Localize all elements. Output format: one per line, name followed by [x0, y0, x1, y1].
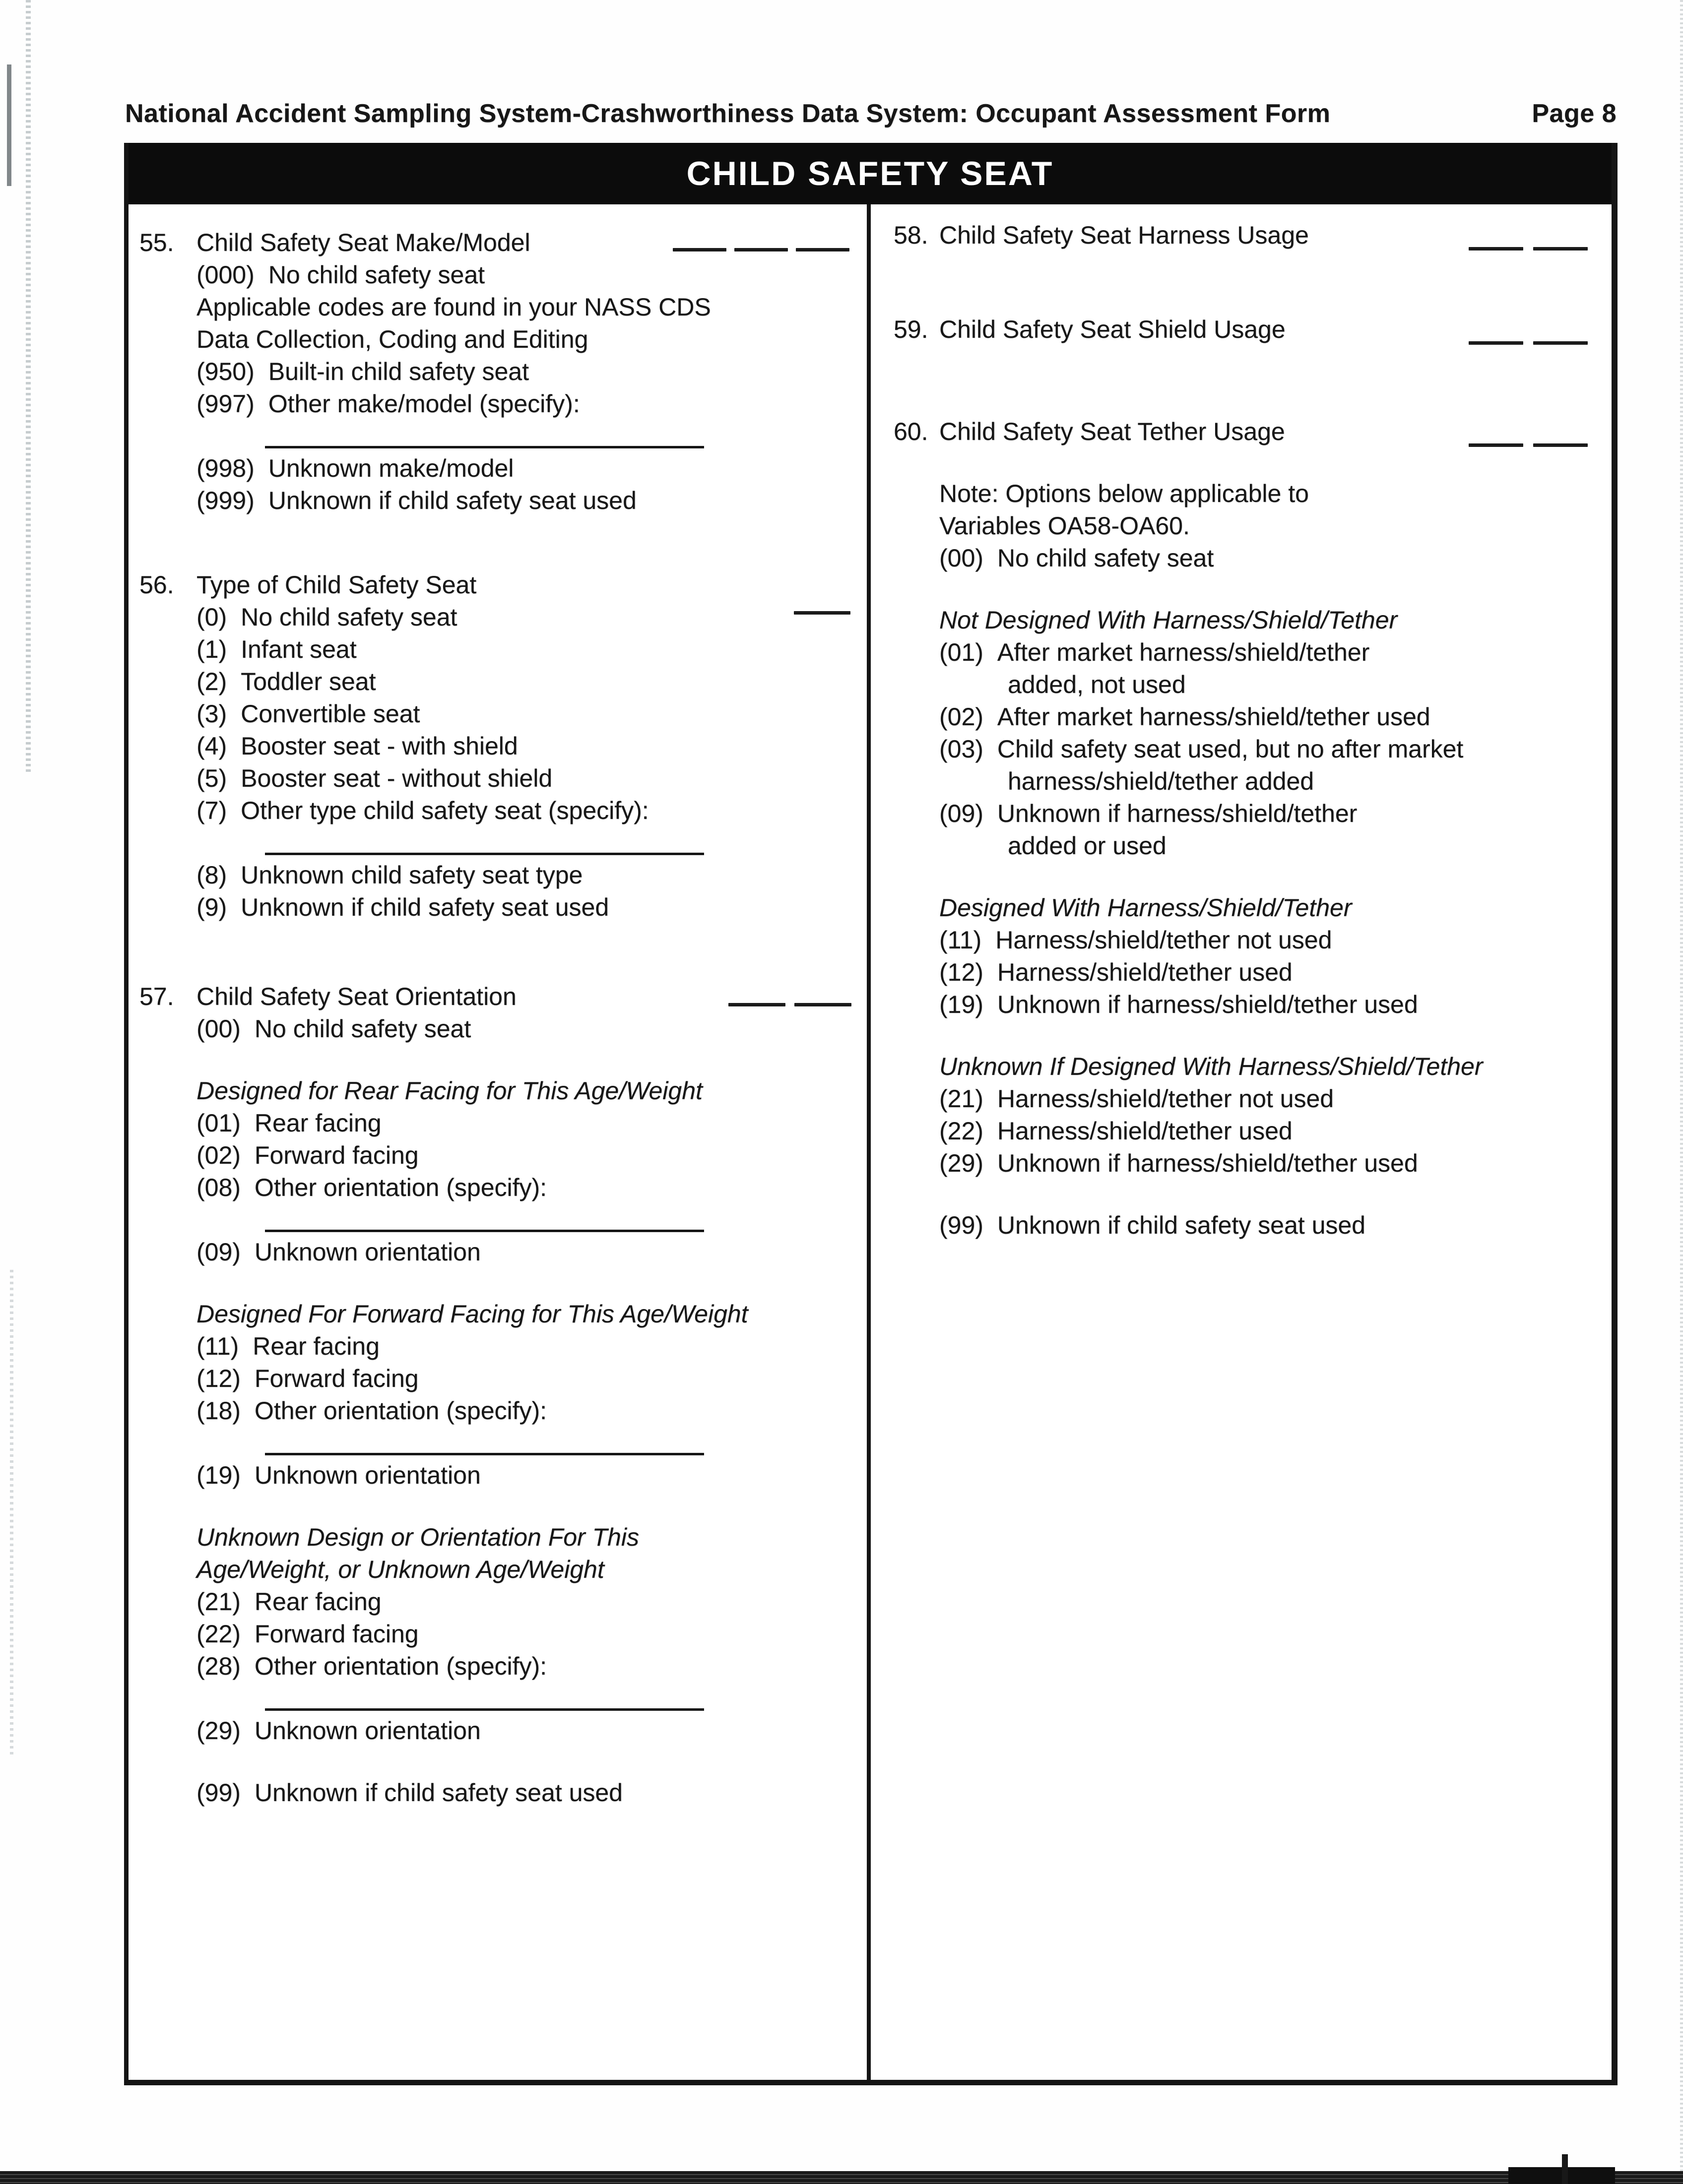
- option-row: [196, 666, 867, 698]
- question-options: [196, 259, 867, 517]
- answer-blank-line: [734, 248, 788, 251]
- option-row: [939, 956, 1612, 989]
- option-row: [196, 698, 867, 730]
- option-row: [196, 452, 867, 485]
- subsection-heading: Unknown If Designed With Harness/Shield/Tether: [939, 1053, 1483, 1080]
- left-column: [129, 204, 867, 2080]
- option-row: [196, 1395, 867, 1427]
- scan-mark-left-edge: [7, 64, 11, 186]
- option-code: (01): [939, 638, 983, 666]
- option-label: No child safety seat: [254, 1015, 471, 1043]
- question-title-row: [139, 981, 867, 1013]
- option-label: Forward facing: [254, 1620, 419, 1648]
- option-row: [196, 601, 867, 633]
- option-code: (99): [939, 1211, 983, 1239]
- question-number: 60.: [894, 418, 928, 445]
- option-label: Harness/shield/tether not used: [995, 926, 1332, 954]
- option-code: (12): [196, 1365, 241, 1392]
- option-code: (19): [939, 991, 983, 1018]
- option-row: [196, 730, 867, 762]
- option-code: (22): [196, 1620, 241, 1648]
- option-code: (02): [939, 703, 983, 731]
- option-label: No child safety seat: [997, 544, 1214, 572]
- column-divider: [867, 204, 871, 2080]
- question-title: Child Safety Seat Make/Model: [196, 229, 530, 256]
- option-row: [196, 1236, 867, 1268]
- option-code: (09): [939, 800, 983, 827]
- form-table: [124, 143, 1618, 2085]
- option-row: [939, 1209, 1612, 1242]
- note-line: Variables OA58-OA60.: [939, 512, 1190, 540]
- option-row: [196, 1363, 867, 1395]
- option-code: (8): [196, 861, 227, 889]
- option-label: Unknown if child safety seat used: [268, 487, 637, 514]
- question-number: 56.: [139, 571, 174, 599]
- option-label: Unknown if harness/shield/tether: [997, 800, 1358, 827]
- question-55: [139, 227, 867, 517]
- section-title: CHILD SAFETY SEAT: [686, 155, 1054, 192]
- option-label: Other orientation (specify):: [254, 1174, 547, 1201]
- option-label: Unknown if child safety seat used: [254, 1779, 623, 1807]
- option-label: Toddler seat: [241, 668, 376, 695]
- subsection-heading: Designed for Rear Facing for This Age/Weight: [196, 1077, 703, 1105]
- option-label: Booster seat - with shield: [241, 732, 518, 760]
- answer-blank-line: [673, 248, 726, 251]
- note-line: Note: Options below applicable to: [939, 480, 1309, 507]
- option-row: [939, 1147, 1612, 1180]
- option-row: [939, 798, 1612, 830]
- question-56: [139, 569, 867, 924]
- answer-blank-line: [1533, 341, 1588, 345]
- question-title-row: [139, 227, 867, 259]
- scan-streak-left: [26, 0, 31, 774]
- option-row: [196, 1330, 867, 1363]
- option-code: (29): [939, 1149, 983, 1177]
- note-line: Data Collection, Coding and Editing: [196, 325, 588, 353]
- answer-blank-line: [794, 1003, 851, 1006]
- option-code: (19): [196, 1461, 241, 1489]
- option-code: (2): [196, 668, 227, 695]
- answer-blank-line: [1469, 341, 1523, 345]
- option-label: Other orientation (specify):: [254, 1397, 547, 1425]
- option-label-continued: added, not used: [1008, 671, 1186, 698]
- subsection-heading: Designed With Harness/Shield/Tether: [939, 894, 1352, 922]
- scan-edge-right: [1680, 0, 1683, 2184]
- answer-blanks: [1469, 443, 1588, 447]
- option-code: (29): [196, 1717, 241, 1745]
- answer-blanks: [673, 248, 849, 251]
- option-label: Harness/shield/tether used: [997, 1117, 1293, 1145]
- option-row: [196, 356, 867, 388]
- option-label: Booster seat - without shield: [241, 764, 553, 792]
- option-code: (998): [196, 454, 255, 482]
- write-in-line: [196, 420, 867, 452]
- section-banner: [129, 143, 1612, 204]
- answer-blanks: [794, 611, 850, 615]
- option-label: No child safety seat: [241, 603, 457, 631]
- option-label: Harness/shield/tether not used: [997, 1085, 1334, 1113]
- option-row: [196, 762, 867, 795]
- option-label: Unknown if child safety seat used: [997, 1211, 1365, 1239]
- option-code: (18): [196, 1397, 241, 1425]
- option-code: (12): [939, 958, 983, 986]
- option-code: (4): [196, 732, 227, 760]
- option-label: After market harness/shield/tether: [997, 638, 1370, 666]
- option-code: (09): [196, 1238, 241, 1266]
- page-number: Page 8: [1532, 99, 1617, 128]
- subsection-heading: Designed For Forward Facing for This Age/Weight: [196, 1300, 748, 1328]
- option-row: [939, 636, 1612, 669]
- option-row: [196, 1013, 867, 1045]
- answer-blank-line: [728, 1003, 785, 1006]
- option-label: Infant seat: [241, 635, 357, 663]
- option-label: Unknown if child safety seat used: [241, 893, 609, 921]
- scan-streak-left-lower: [10, 1270, 13, 1756]
- question-number: 59.: [894, 315, 928, 343]
- option-row: [939, 1083, 1612, 1115]
- option-row: [196, 1459, 867, 1492]
- option-row: [939, 924, 1612, 956]
- option-label: Forward facing: [254, 1141, 419, 1169]
- option-row: [196, 388, 867, 420]
- answer-blank-line: [1469, 443, 1523, 447]
- option-row: [196, 485, 867, 517]
- option-label: Unknown make/model: [268, 454, 514, 482]
- option-label: Harness/shield/tether used: [997, 958, 1293, 986]
- question-options: [939, 478, 1612, 1242]
- option-label: Built-in child safety seat: [268, 358, 529, 385]
- answer-blanks: [1469, 341, 1588, 345]
- answer-blank-line: [1469, 247, 1523, 250]
- scan-band-bottom: [0, 2171, 1683, 2184]
- option-row: [196, 1139, 867, 1172]
- option-code: (999): [196, 487, 255, 514]
- option-label: Rear facing: [253, 1332, 380, 1360]
- option-code: (01): [196, 1109, 241, 1137]
- option-label-continued: harness/shield/tether added: [1008, 767, 1314, 795]
- question-title: Child Safety Seat Orientation: [196, 983, 517, 1010]
- write-in-line: [196, 827, 867, 859]
- answer-blanks: [728, 1003, 851, 1006]
- option-code: (08): [196, 1174, 241, 1201]
- answer-blank-line: [796, 248, 849, 251]
- option-label-continued: added or used: [1008, 832, 1166, 860]
- option-label: Unknown if harness/shield/tether used: [997, 991, 1418, 1018]
- option-row: [196, 1777, 867, 1809]
- question-number: 55.: [139, 229, 174, 256]
- option-row: [196, 1107, 867, 1139]
- option-code: (000): [196, 261, 255, 289]
- option-code: (28): [196, 1652, 241, 1680]
- option-label: Unknown orientation: [254, 1461, 481, 1489]
- option-code: (9): [196, 893, 227, 921]
- question-title-row: [139, 569, 867, 601]
- option-code: (00): [196, 1015, 241, 1043]
- option-row: [939, 1115, 1612, 1147]
- option-label: Unknown child safety seat type: [241, 861, 583, 889]
- question-57: [139, 981, 867, 1809]
- option-code: (21): [196, 1588, 241, 1616]
- option-label: Child safety seat used, but no after market: [997, 735, 1464, 763]
- option-code: (7): [196, 797, 227, 824]
- subsection-heading-continued: Age/Weight, or Unknown Age/Weight: [196, 1556, 604, 1583]
- option-row: [196, 1618, 867, 1650]
- option-label: Rear facing: [254, 1109, 382, 1137]
- option-row: [939, 989, 1612, 1021]
- option-code: (997): [196, 390, 255, 418]
- note-line: Applicable codes are found in your NASS CDS: [196, 293, 711, 321]
- question-title: Child Safety Seat Shield Usage: [939, 315, 1286, 343]
- option-row: [196, 1650, 867, 1683]
- option-row: [196, 891, 867, 924]
- answer-blank-line: [1533, 247, 1588, 250]
- answer-blank-line: [794, 611, 850, 615]
- subsection-heading: Not Designed With Harness/Shield/Tether: [939, 606, 1398, 634]
- option-row: [196, 1715, 867, 1747]
- option-code: (1): [196, 635, 227, 663]
- option-code: (99): [196, 1779, 241, 1807]
- option-label: Unknown if harness/shield/tether used: [997, 1149, 1418, 1177]
- option-code: (0): [196, 603, 227, 631]
- option-row: [196, 1172, 867, 1204]
- question-options: [196, 601, 867, 924]
- option-label: Convertible seat: [241, 700, 420, 728]
- option-code: (02): [196, 1141, 241, 1169]
- option-label: Other orientation (specify):: [254, 1652, 547, 1680]
- question-number: 57.: [139, 983, 174, 1010]
- option-label: Unknown orientation: [254, 1717, 481, 1745]
- question-title: Child Safety Seat Harness Usage: [939, 221, 1309, 249]
- question-number: 58.: [894, 221, 928, 249]
- option-code: (03): [939, 735, 983, 763]
- option-code: (950): [196, 358, 255, 385]
- option-row: [196, 633, 867, 666]
- answer-blanks: [1469, 247, 1588, 250]
- page-header: [125, 98, 1617, 129]
- write-in-line: [196, 1683, 867, 1715]
- option-code: (11): [939, 926, 982, 954]
- option-label: Rear facing: [254, 1588, 382, 1616]
- option-label: No child safety seat: [268, 261, 485, 289]
- form-title: National Accident Sampling System-Crashworthiness Data System: Occupant Assessment Form: [125, 99, 1331, 128]
- question-title: Child Safety Seat Tether Usage: [939, 418, 1285, 445]
- scan-tick-bottom-right: [1562, 2154, 1568, 2184]
- option-row: [196, 795, 867, 827]
- option-row: [196, 259, 867, 291]
- write-in-line: [196, 1427, 867, 1459]
- option-code: (22): [939, 1117, 983, 1145]
- question-59: [894, 313, 1612, 346]
- option-code: (11): [196, 1332, 239, 1360]
- option-label: After market harness/shield/tether used: [997, 703, 1430, 731]
- write-in-line: [196, 1204, 867, 1236]
- right-column: [871, 204, 1612, 2080]
- subsection-heading: Unknown Design or Orientation For This: [196, 1523, 640, 1551]
- scan-blob-bottom-right: [1508, 2167, 1615, 2184]
- option-code: (00): [939, 544, 983, 572]
- option-label: Other type child safety seat (specify):: [241, 797, 649, 824]
- question-60: [894, 416, 1612, 1242]
- option-row: [939, 542, 1612, 574]
- option-row: [196, 1586, 867, 1618]
- question-58: [894, 219, 1612, 251]
- option-row: [196, 859, 867, 891]
- option-row: [939, 701, 1612, 733]
- option-label: Other make/model (specify):: [268, 390, 580, 418]
- option-code: (3): [196, 700, 227, 728]
- question-options: [196, 1013, 867, 1809]
- option-code: (21): [939, 1085, 983, 1113]
- answer-blank-line: [1533, 443, 1588, 447]
- option-label: Unknown orientation: [254, 1238, 481, 1266]
- option-row: [939, 733, 1612, 765]
- question-title: Type of Child Safety Seat: [196, 571, 477, 599]
- option-label: Forward facing: [254, 1365, 419, 1392]
- option-code: (5): [196, 764, 227, 792]
